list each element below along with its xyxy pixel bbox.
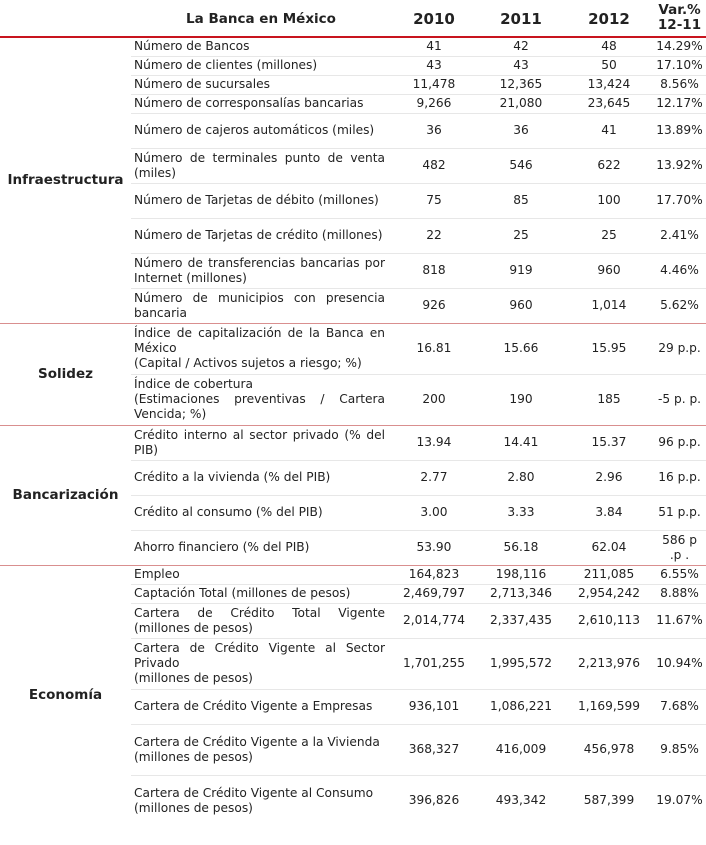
value-2012: 622: [565, 148, 653, 183]
variation-value: 7.68%: [653, 689, 706, 724]
value-2012: 211,085: [565, 565, 653, 584]
value-2011: 15.66: [477, 323, 565, 374]
variation-value: 16 p.p.: [653, 460, 706, 495]
value-2012: 1,014: [591, 298, 627, 312]
header-year-2010: 2010: [391, 0, 477, 37]
value-2012: 960: [565, 253, 653, 288]
value-2010: 818: [391, 253, 477, 288]
row-label: Número de sucursales: [131, 75, 391, 94]
value-2012: 2,954,242: [565, 584, 653, 603]
variation-value: 17.70%: [653, 183, 706, 218]
section-economia: [0, 565, 706, 826]
value-2010: 3.00: [391, 495, 477, 530]
variation-value: -5 p. p.: [657, 392, 702, 406]
table-title: La Banca en México: [131, 0, 391, 37]
value-2012: 456,978: [565, 724, 653, 775]
variation-value: 17.10%: [653, 56, 706, 75]
value-2012: 50: [565, 56, 653, 75]
value-2010: 43: [391, 56, 477, 75]
value-2011: 12,365: [477, 75, 565, 94]
value-2011: 190: [509, 392, 533, 406]
value-2010: 936,101: [391, 689, 477, 724]
row-label: [131, 323, 391, 374]
header-year-2012: 2012: [565, 0, 653, 37]
row-label: Número de cajeros automáticos (miles): [131, 113, 391, 148]
table-row: [0, 565, 706, 584]
value-2012: 1,169,599: [565, 689, 653, 724]
value-2010: 22: [391, 218, 477, 253]
section-infraestructura: [0, 37, 706, 323]
row-label-sub: (Estimaciones preventivas / Cartera Vencida; %): [134, 392, 385, 421]
value-2011: 85: [477, 183, 565, 218]
value-2011: 960: [509, 298, 533, 312]
variation-value: 13.92%: [653, 148, 706, 183]
value-2011: 1,995,572: [477, 638, 565, 689]
value-2010: 368,327: [391, 724, 477, 775]
row-label: Crédito a la vivienda (% del PIB): [131, 460, 391, 495]
variation-value: 5.62%: [660, 298, 699, 312]
value-2012: 3.84: [565, 495, 653, 530]
variation-value: 14.29%: [653, 37, 706, 56]
value-2011: 14.41: [477, 425, 565, 460]
variation-value: 2.41%: [653, 218, 706, 253]
value-2010: 200: [422, 392, 446, 406]
row-label-main: Cartera de Crédito Vigente a la Vivienda: [134, 734, 380, 749]
row-label-sub: (Capital / Activos sujetos a riesgo; %): [134, 356, 362, 370]
row-label: Crédito interno al sector privado (% del PIB): [131, 425, 391, 460]
row-label: Cartera de Crédito Vigente a Empresas: [131, 689, 391, 724]
row-label: Cartera de Crédito Total Vigente (millones de pesos): [131, 603, 391, 638]
table-row: [0, 37, 706, 56]
value-2010: 53.90: [416, 540, 452, 554]
value-2010: 2.77: [391, 460, 477, 495]
variation-value: 9.85%: [653, 724, 706, 775]
row-label: [131, 638, 391, 689]
value-2012: 2,610,113: [565, 603, 653, 638]
row-label-main: Índice de capitalización de la Banca en México: [134, 326, 385, 355]
variation-value: 10.94%: [653, 638, 706, 689]
header-row: [0, 0, 706, 37]
table-row: [0, 323, 706, 374]
value-2011: 56.18: [503, 540, 539, 554]
value-2012: 15.95: [565, 323, 653, 374]
variation-value: 6.55%: [653, 565, 706, 584]
row-label-main: Índice de cobertura: [134, 377, 254, 391]
section-label-economia: Economía: [0, 565, 131, 826]
value-2011: 36: [477, 113, 565, 148]
value-2012: 13,424: [565, 75, 653, 94]
value-2012: 2,213,976: [565, 638, 653, 689]
value-2012: 23,645: [565, 94, 653, 113]
value-2010: 9,266: [391, 94, 477, 113]
value-2010: 13.94: [391, 425, 477, 460]
value-2010: 482: [391, 148, 477, 183]
row-label: Número de Bancos: [131, 37, 391, 56]
section-solidez: [0, 323, 706, 425]
value-2012: 2.96: [565, 460, 653, 495]
value-2010: 2,014,774: [391, 603, 477, 638]
value-2011: 1,086,221: [477, 689, 565, 724]
row-label: Número de terminales punto de venta (miles): [131, 148, 391, 183]
value-2010: 1,701,255: [391, 638, 477, 689]
value-2011: 25: [477, 218, 565, 253]
header-variation-line2: 12-11: [657, 17, 702, 33]
variation-value: 29 p.p.: [653, 323, 706, 374]
value-2010: 926: [422, 298, 446, 312]
row-label: Crédito al consumo (% del PIB): [131, 495, 391, 530]
row-label: [131, 724, 391, 775]
value-2012: 15.37: [565, 425, 653, 460]
row-label: [131, 374, 391, 425]
value-2011: 919: [477, 253, 565, 288]
variation-value: 586 p .p .: [662, 532, 697, 562]
value-2012: 25: [565, 218, 653, 253]
header-variation: [653, 0, 706, 37]
value-2011: 2.80: [477, 460, 565, 495]
value-2010: 2,469,797: [391, 584, 477, 603]
row-label: Número de Tarjetas de débito (millones): [131, 183, 391, 218]
value-2011: 416,009: [477, 724, 565, 775]
variation-value: 19.07%: [656, 793, 703, 808]
row-label: [131, 775, 391, 826]
value-2011: 493,342: [495, 793, 547, 808]
value-2011: 546: [477, 148, 565, 183]
row-label: Número de Tarjetas de crédito (millones): [131, 218, 391, 253]
variation-value: 4.46%: [653, 253, 706, 288]
value-2010: 11,478: [391, 75, 477, 94]
value-2012: 100: [565, 183, 653, 218]
value-2012: 185: [597, 392, 621, 406]
value-2012: 41: [565, 113, 653, 148]
table-row: [0, 425, 706, 460]
value-2012: 587,399: [583, 793, 635, 808]
header-spacer: [0, 0, 131, 37]
value-2011: 21,080: [477, 94, 565, 113]
header-year-2011: 2011: [477, 0, 565, 37]
value-2010: 75: [391, 183, 477, 218]
variation-value: 8.88%: [653, 584, 706, 603]
row-label-sub: (millones de pesos): [134, 800, 253, 815]
row-label-sub: (millones de pesos): [134, 749, 253, 764]
value-2012: 48: [565, 37, 653, 56]
row-label-main: Cartera de Crédito Vigente al Sector Privado: [134, 641, 385, 670]
variation-value: 96 p.p.: [653, 425, 706, 460]
value-2011: 3.33: [477, 495, 565, 530]
row-label-main: Cartera de Crédito Vigente al Consumo: [134, 785, 374, 800]
row-label-sub: (millones de pesos): [134, 671, 253, 685]
value-2011: 2,713,346: [477, 584, 565, 603]
row-label: Número de transferencias bancarias por Internet (millones): [131, 253, 391, 288]
row-label: Número de clientes (millones): [131, 56, 391, 75]
header-variation-line1: Var.%: [658, 2, 701, 18]
row-label: Captación Total (millones de pesos): [131, 584, 391, 603]
row-label: Empleo: [131, 565, 391, 584]
value-2011: 43: [477, 56, 565, 75]
section-bancarizacion: [0, 425, 706, 565]
value-2012: 62.04: [591, 540, 627, 554]
variation-value: 13.89%: [653, 113, 706, 148]
section-label-solidez: Solidez: [0, 323, 131, 425]
value-2010: 164,823: [391, 565, 477, 584]
row-label: Número de municipios con presencia bancaria: [134, 290, 385, 320]
value-2011: 198,116: [477, 565, 565, 584]
row-label: Número de corresponsalías bancarias: [131, 94, 391, 113]
section-label-infraestructura: Infraestructura: [0, 37, 131, 323]
variation-value: 8.56%: [653, 75, 706, 94]
value-2010: 41: [391, 37, 477, 56]
variation-value: 12.17%: [653, 94, 706, 113]
row-label: Ahorro financiero (% del PIB): [134, 540, 310, 554]
variation-value: 51 p.p.: [653, 495, 706, 530]
value-2010: 396,826: [408, 793, 460, 808]
section-label-bancarizacion: Bancarización: [0, 425, 131, 565]
value-2011: 42: [477, 37, 565, 56]
value-2011: 2,337,435: [477, 603, 565, 638]
value-2010: 16.81: [391, 323, 477, 374]
value-2010: 36: [391, 113, 477, 148]
variation-value: 11.67%: [653, 603, 706, 638]
